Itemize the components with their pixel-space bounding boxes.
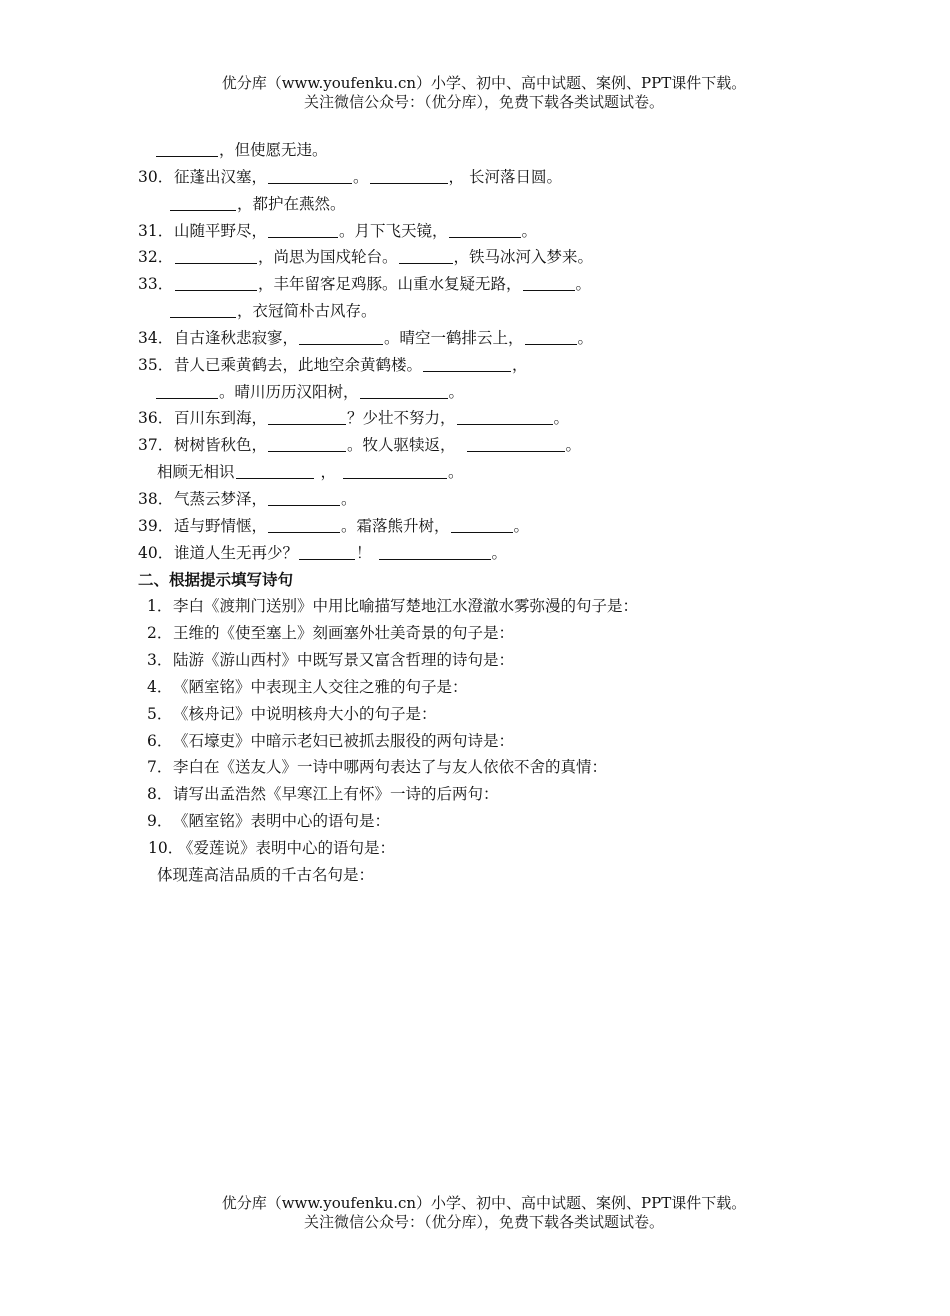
poem-text: 。 (448, 463, 464, 482)
question-number: 31． (138, 221, 174, 240)
poem-text: ，铁马冰河入梦来。 (453, 248, 594, 267)
question-36 (138, 405, 838, 432)
poem-text: 昔人已乘黄鹤去，此地空余黄鹤楼。 (174, 355, 423, 374)
question-35-line-2 (138, 379, 838, 406)
question-32 (138, 244, 838, 271)
answer-blank[interactable] (268, 408, 346, 425)
question-39 (138, 513, 838, 540)
poem-text: ？少壮不努力， (347, 409, 456, 428)
question-31 (138, 218, 838, 245)
question-40 (138, 540, 838, 567)
prompt-text: 《陋室铭》表明中心的语句是： (173, 812, 391, 831)
prompt-item-9 (138, 808, 838, 835)
poem-text: ，都护在燕然。 (237, 194, 346, 213)
poem-text: 。晴空一鹤排云上， (384, 328, 524, 347)
prompt-text: 《核舟记》中说明核舟大小的句子是： (173, 704, 437, 723)
prompt-item-10-sub: 体现莲高洁品质的千古名句是： (157, 865, 375, 884)
poem-text: ！ (356, 543, 372, 562)
poem-text: 。 (491, 543, 508, 562)
answer-blank[interactable] (268, 435, 346, 452)
answer-blank[interactable] (156, 382, 218, 399)
poem-text: 。晴川历历汉阳树， (219, 382, 359, 401)
prompt-item-10 (138, 835, 838, 862)
question-number: 39． (138, 516, 174, 535)
worksheet-body (138, 137, 838, 889)
answer-blank[interactable] (523, 274, 575, 291)
question-number: 9． (147, 812, 173, 831)
poem-text: ，丰年留客足鸡豚。山重水复疑无路， (258, 275, 522, 294)
prompt-item-7 (138, 754, 838, 781)
poem-text: 。牧人驱犊返， (347, 436, 456, 455)
question-number: 8． (147, 785, 173, 804)
footer-line-2: 关注微信公众号：（优分库），免费下载各类试题试卷。 (303, 1213, 664, 1231)
poem-text: 。 (565, 436, 582, 455)
poem-text: ， (512, 355, 528, 374)
answer-blank[interactable] (423, 355, 511, 372)
prompt-text: 《陋室铭》中表现主人交往之雅的句子是： (173, 677, 468, 696)
question-number: 40． (138, 543, 174, 562)
prompt-text: 《爱莲说》表明中心的语句是： (178, 838, 396, 857)
answer-blank[interactable] (268, 516, 340, 533)
prompt-text: 《石壕吏》中暗示老妇已被抓去服役的两句诗是： (173, 731, 515, 750)
answer-blank[interactable] (451, 516, 513, 533)
poem-text: 。霜落熊升树， (341, 516, 450, 535)
poem-text: ，但使愿无违。 (219, 141, 328, 159)
poem-text: 山随平野尽， (174, 221, 268, 240)
prompt-text: 陆游《游山西村》中既写景又富含哲理的诗句是： (173, 651, 515, 670)
page-header (0, 74, 950, 112)
prompt-text: 李白在《送友人》一诗中哪两句表达了与友人依依不舍的真情： (173, 758, 608, 777)
poem-text: ， (320, 463, 337, 482)
answer-blank[interactable] (299, 328, 383, 345)
prompt-item-6 (138, 728, 838, 755)
prompt-text: 王维的《使至塞上》刻画塞外壮美奇景的句子是： (173, 624, 515, 643)
answer-blank[interactable] (268, 489, 340, 506)
prompt-item-1 (138, 593, 838, 620)
poem-text: 。 (353, 167, 369, 186)
header-line-2: 关注微信公众号：（优分库），免费下载各类试题试卷。 (303, 93, 664, 111)
question-34 (138, 325, 838, 352)
answer-blank[interactable] (268, 221, 338, 238)
poem-text: 。 (513, 516, 530, 535)
header-line-1: 优分库（www.youfenku.cn）小学、初中、高中试题、案例、PPT课件下载。 (221, 74, 747, 92)
poem-text: ，衣冠简朴古风存。 (237, 302, 377, 321)
question-number: 10． (148, 838, 184, 857)
prompt-text: 请写出孟浩然《早寒江上有怀》一诗的后两句： (173, 785, 499, 804)
prompt-item-3 (138, 647, 838, 674)
poem-text: 。 (521, 221, 538, 240)
answer-blank[interactable] (268, 167, 352, 184)
prompt-item-5 (138, 701, 838, 728)
prompt-item-8 (138, 781, 838, 808)
answer-blank[interactable] (175, 247, 257, 264)
poem-text: 百川东到海， (174, 409, 268, 428)
question-30 (138, 164, 838, 191)
question-30-line-2 (138, 191, 838, 218)
poem-text: 自古逢秋悲寂寥， (174, 328, 299, 347)
question-number: 2． (147, 624, 173, 643)
answer-blank[interactable] (360, 382, 448, 399)
poem-text: 。 (448, 382, 465, 401)
answer-blank[interactable] (170, 301, 236, 318)
poem-text: ，尚思为国戍轮台。 (258, 248, 398, 267)
footer-line-1: 优分库（www.youfenku.cn）小学、初中、高中试题、案例、PPT课件下载。 (221, 1194, 747, 1212)
question-number: 6． (147, 731, 173, 750)
question-number: 7． (147, 758, 173, 777)
question-number: 30． (138, 167, 174, 186)
question-number: 37． (138, 436, 174, 455)
question-33 (138, 271, 838, 298)
question-number: 33． (138, 275, 174, 294)
answer-blank[interactable] (343, 462, 447, 479)
section-heading: 二、根据提示填写诗句 (138, 569, 294, 589)
question-number: 1． (147, 597, 173, 616)
question-number: 5． (147, 704, 173, 723)
question-number: 34． (138, 328, 174, 347)
answer-blank[interactable] (379, 543, 491, 560)
question-number: 3． (147, 651, 173, 670)
question-number: 32． (138, 248, 174, 267)
answer-blank[interactable] (399, 247, 453, 264)
answer-blank[interactable] (449, 221, 521, 238)
answer-blank[interactable] (467, 435, 565, 452)
question-33-line-2 (138, 298, 838, 325)
poem-text: 谁道人生无再少？ (174, 543, 299, 562)
page-footer (0, 1194, 950, 1232)
poem-text: 征蓬出汉塞， (174, 167, 268, 186)
question-37 (138, 432, 838, 459)
poem-text: 。 (577, 328, 594, 347)
answer-blank[interactable] (236, 462, 314, 479)
q29-continuation (138, 137, 838, 164)
poem-text: 树树皆秋色， (174, 436, 268, 455)
answer-blank[interactable] (370, 167, 448, 184)
prompt-text: 李白《渡荆门送别》中用比喻描写楚地江水澄澈水雾弥漫的句子是： (173, 597, 639, 616)
poem-text: 气蒸云梦泽， (174, 489, 268, 508)
question-35 (138, 352, 838, 379)
prompt-item-4 (138, 674, 838, 701)
answer-blank[interactable] (175, 274, 257, 291)
question-number: 36． (138, 409, 174, 428)
answer-blank[interactable] (457, 408, 553, 425)
prompt-item-2 (138, 620, 838, 647)
answer-blank[interactable] (156, 140, 218, 157)
poem-text: 。 (341, 489, 357, 508)
answer-blank[interactable] (299, 543, 355, 560)
poem-text: 。 (575, 275, 592, 294)
question-number: 4． (147, 677, 173, 696)
poem-text: 。 (553, 409, 570, 428)
poem-text: ， 长河落日圆。 (448, 167, 562, 186)
question-38 (138, 486, 838, 513)
answer-blank[interactable] (525, 328, 577, 345)
question-number: 35． (138, 355, 174, 374)
poem-text: 相顾无相识 (157, 463, 235, 482)
poem-text: 适与野情惬， (174, 516, 268, 535)
question-number: 38． (138, 489, 174, 508)
answer-blank[interactable] (170, 194, 236, 211)
poem-text: 。月下飞天镜， (339, 221, 448, 240)
question-37-line-2 (138, 459, 838, 486)
